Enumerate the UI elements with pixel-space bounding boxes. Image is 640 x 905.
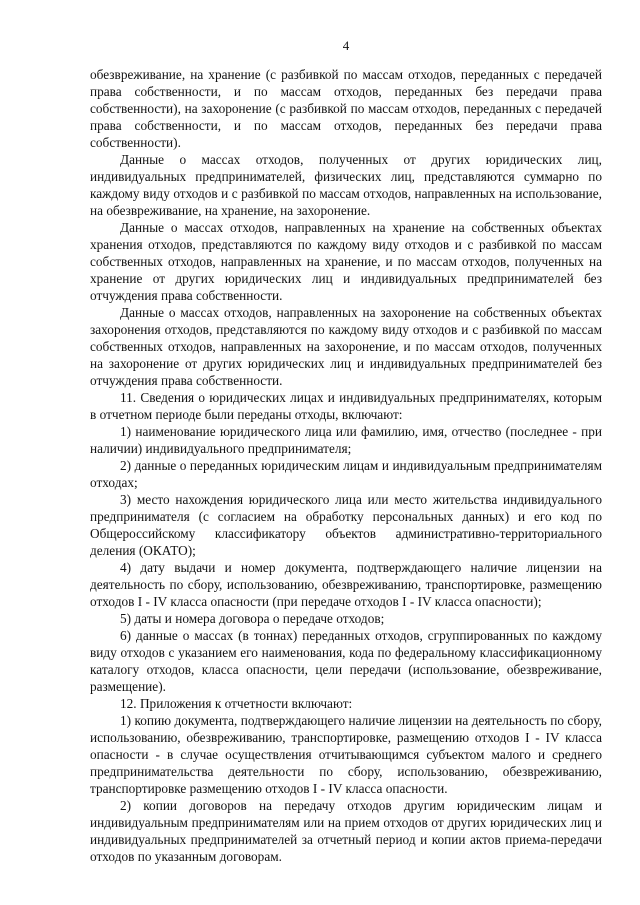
paragraph-received-waste: Данные о массах отходов, полученных от других юридических лиц, индивидуальных предпринимателей, физических лиц, представляются суммарно по каждому виду отходов и с разбивкой по массам отходов, направленных на использование, на обезвреживание, на хранение, на захоронение. bbox=[90, 152, 602, 218]
section-11-heading: 11. Сведения о юридических лицах и индивидуальных предпринимателях, которым в отчетном периоде были переданы отходы, включают: bbox=[90, 390, 602, 422]
paragraph-continuation: обезвреживание, на хранение (с разбивкой по массам отходов, переданных с передачей права собственности, и по массам отходов, переданных без передачи права собственности), на захоронение (с разбивкой по массам отходов, переданных с передачей права собственности, и по массам отходов, переданных без передачи права собственности). bbox=[90, 67, 602, 150]
paragraph-storage: Данные о массах отходов, направленных на хранение на собственных объектах хранения отходов, представляются по каждому виду отходов и с разбивкой по массам собственных отходов, направленных на хранение, и по массам отходов, полученных на хранение от других юридических лиц и индивидуальных предпринимателей без отчуждения права собственности. bbox=[90, 220, 602, 303]
section-12-item-1: 1) копию документа, подтверждающего наличие лицензии на деятельность по сбору, использованию, обезвреживанию, транспортировке, размещению отходов I - IV класса опасности - в случае осуществления отчитывающимся субъектом малого и среднего предпринимательства деятельности по сбору, использованию, обезвреживанию, транспортировке размещению отходов I - IV класса опасности. bbox=[90, 713, 602, 796]
section-11-item-6: 6) данные о массах (в тоннах) переданных отходов, сгруппированных по каждому виду отходов с указанием его наименования, кода по федеральному классификационному каталогу отходов, класса опасности, цели передачи (использование, обезвреживание, размещение). bbox=[90, 628, 602, 694]
section-11-item-2: 2) данные о переданных юридическим лицам и индивидуальным предпринимателям отходах; bbox=[90, 458, 602, 490]
section-11-item-3: 3) место нахождения юридического лица или место жительства индивидуального предпринимателя (с согласием на обработку персональных данных) и его код по Общероссийскому классификатору объектов административно-территориального деления (ОКАТО); bbox=[90, 492, 602, 558]
section-12-item-2: 2) копии договоров на передачу отходов другим юридическим лицам и индивидуальным предпринимателям или на прием отходов от других юридических лиц и индивидуальных предпринимателей за отчетный период и копии актов приема-передачи отходов по указанным договорам. bbox=[90, 798, 602, 864]
page-number: 4 bbox=[342, 38, 350, 53]
section-11-item-1: 1) наименование юридического лица или фамилию, имя, отчество (последнее - при наличии) индивидуального предпринимателя; bbox=[90, 424, 602, 456]
section-12-heading: 12. Приложения к отчетности включают: bbox=[120, 696, 353, 711]
paragraph-burial: Данные о массах отходов, направленных на захоронение на собственных объектах захоронения отходов, представляются по каждому виду отходов и с разбивкой по массам собственных отходов, направленных на захоронение, и по массам отходов, полученных на захоронение от других юридических лиц и индивидуальных предпринимателей без отчуждения права собственности. bbox=[90, 305, 602, 388]
section-11-item-4: 4) дату выдачи и номер документа, подтверждающего наличие лицензии на деятельность по сбору, использованию, обезвреживанию, транспортировке, размещению отходов I - IV класса опасности (при передаче отходов I - IV класса опасности); bbox=[90, 560, 602, 609]
document-body bbox=[90, 66, 602, 865]
section-11-item-5: 5) даты и номера договора о передаче отходов; bbox=[120, 611, 385, 626]
